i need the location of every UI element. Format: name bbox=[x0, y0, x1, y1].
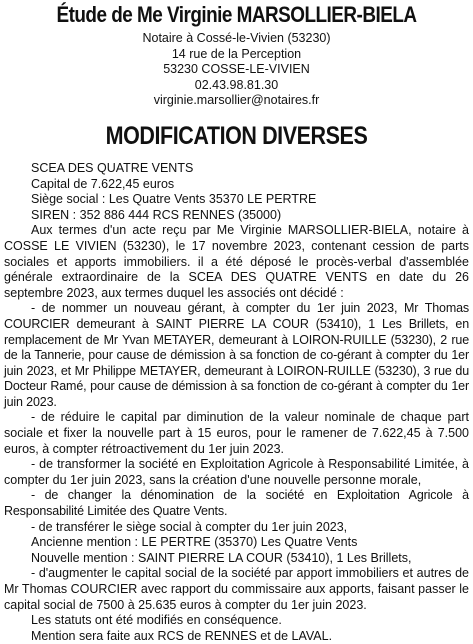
old-mention: Ancienne mention : LE PERTRE (35370) Les Quatre Vents bbox=[31, 535, 358, 550]
decision-capital-reduction: - de réduire le capital par diminution de la valeur nominale de chaque part sociale et fixer la nouvelle part à 15 euros, pour le ramener de 7.622,45 à 7.500 euros, à compter rétroactivement du 1er juin 2023. bbox=[4, 410, 469, 456]
notary-phone: 02.43.98.81.30 bbox=[194, 77, 279, 92]
notary-contact-block bbox=[4, 31, 469, 109]
company-capital: Capital de 7.622,45 euros bbox=[31, 176, 175, 191]
decision-name: - de changer la dénomination de la société en Exploitation Agricole à Responsabilité Limitée des Quatre Vents. bbox=[4, 488, 469, 519]
decision-transfer: - de transférer le siège social à compter du 1er juin 2023, bbox=[31, 519, 348, 534]
company-siren: SIREN : 352 886 444 RCS RENNES (35000) bbox=[31, 207, 282, 222]
decision-manager: - de nommer un nouveau gérant, à compter du 1er juin 2023, Mr Thomas COURCIER demeurant à SAINT PIERRE LA COUR (53410), 1 Les Brillets, en remplacement de Mr Yvan METAYER, demeurant à LOIRON-RUILLE (53230), 2 rue de la Tannerie, pour cause de démission à sa fonction de co-gérant à compter du 1er juin 2023, et Mr Philippe METAYER, demeurant à LOIRON-RUILLE (53230), 3 rue du Docteur Ramé, pour cause de démission à sa fonction de co-gérant à compter du 1er juin 2023. bbox=[4, 301, 469, 409]
decision-transform: - de transformer la société en Exploitation Agricole à Responsabilité Limitée, à compter du 1er juin 2023, sans la création d'une nouvelle personne morale, bbox=[4, 457, 469, 487]
notary-email: virginie.marsollier@notaires.fr bbox=[153, 93, 320, 108]
notice-title: MODIFICATION DIVERSES bbox=[105, 121, 368, 150]
company-name: SCEA DES QUATRE VENTS bbox=[31, 160, 194, 175]
office-title: Étude de Me Virginie MARSOLLIER-BIELA bbox=[56, 2, 417, 27]
decision-capital-increase: - d'augmenter le capital social de la société par apport immobiliers et autres de Mr Thomas COURCIER avec rapport du commissaire aux apports, faisant passer le capital social de 7500 à 25.635 euros à compter du 1er juin 2023. bbox=[4, 566, 469, 612]
statutes-modified: Les statuts ont été modifiés en conséquence. bbox=[31, 613, 282, 628]
notice-body bbox=[4, 161, 469, 644]
notary-street: 14 rue de la Perception bbox=[171, 46, 302, 61]
new-mention: Nouvelle mention : SAINT PIERRE LA COUR (53410), 1 Les Brillets, bbox=[31, 550, 412, 565]
notice-intro: Aux termes d'un acte reçu par Me Virginie MARSOLLIER-BIELA, notaire à COSSE LE VIVIEN (53230), le 17 novembre 2023, contenant cession de parts sociales et apports immobiliers. il a été déposé le procès-verbal d'assemblée générale extraordinaire de la SCEA DES QUATRE VENTS en date du 26 septembre 2023, aux termes duquel les associés ont décidé : bbox=[4, 223, 469, 300]
notary-role: Notaire à Cossé-le-Vivien (53230) bbox=[142, 31, 331, 45]
notary-city: 53230 COSSE-LE-VIVIEN bbox=[163, 62, 310, 77]
company-seat: Siège social : Les Quatre Vents 35370 LE PERTRE bbox=[31, 192, 317, 207]
filing-mention: Mention sera faite aux RCS de RENNES et de LAVAL. bbox=[31, 628, 333, 643]
